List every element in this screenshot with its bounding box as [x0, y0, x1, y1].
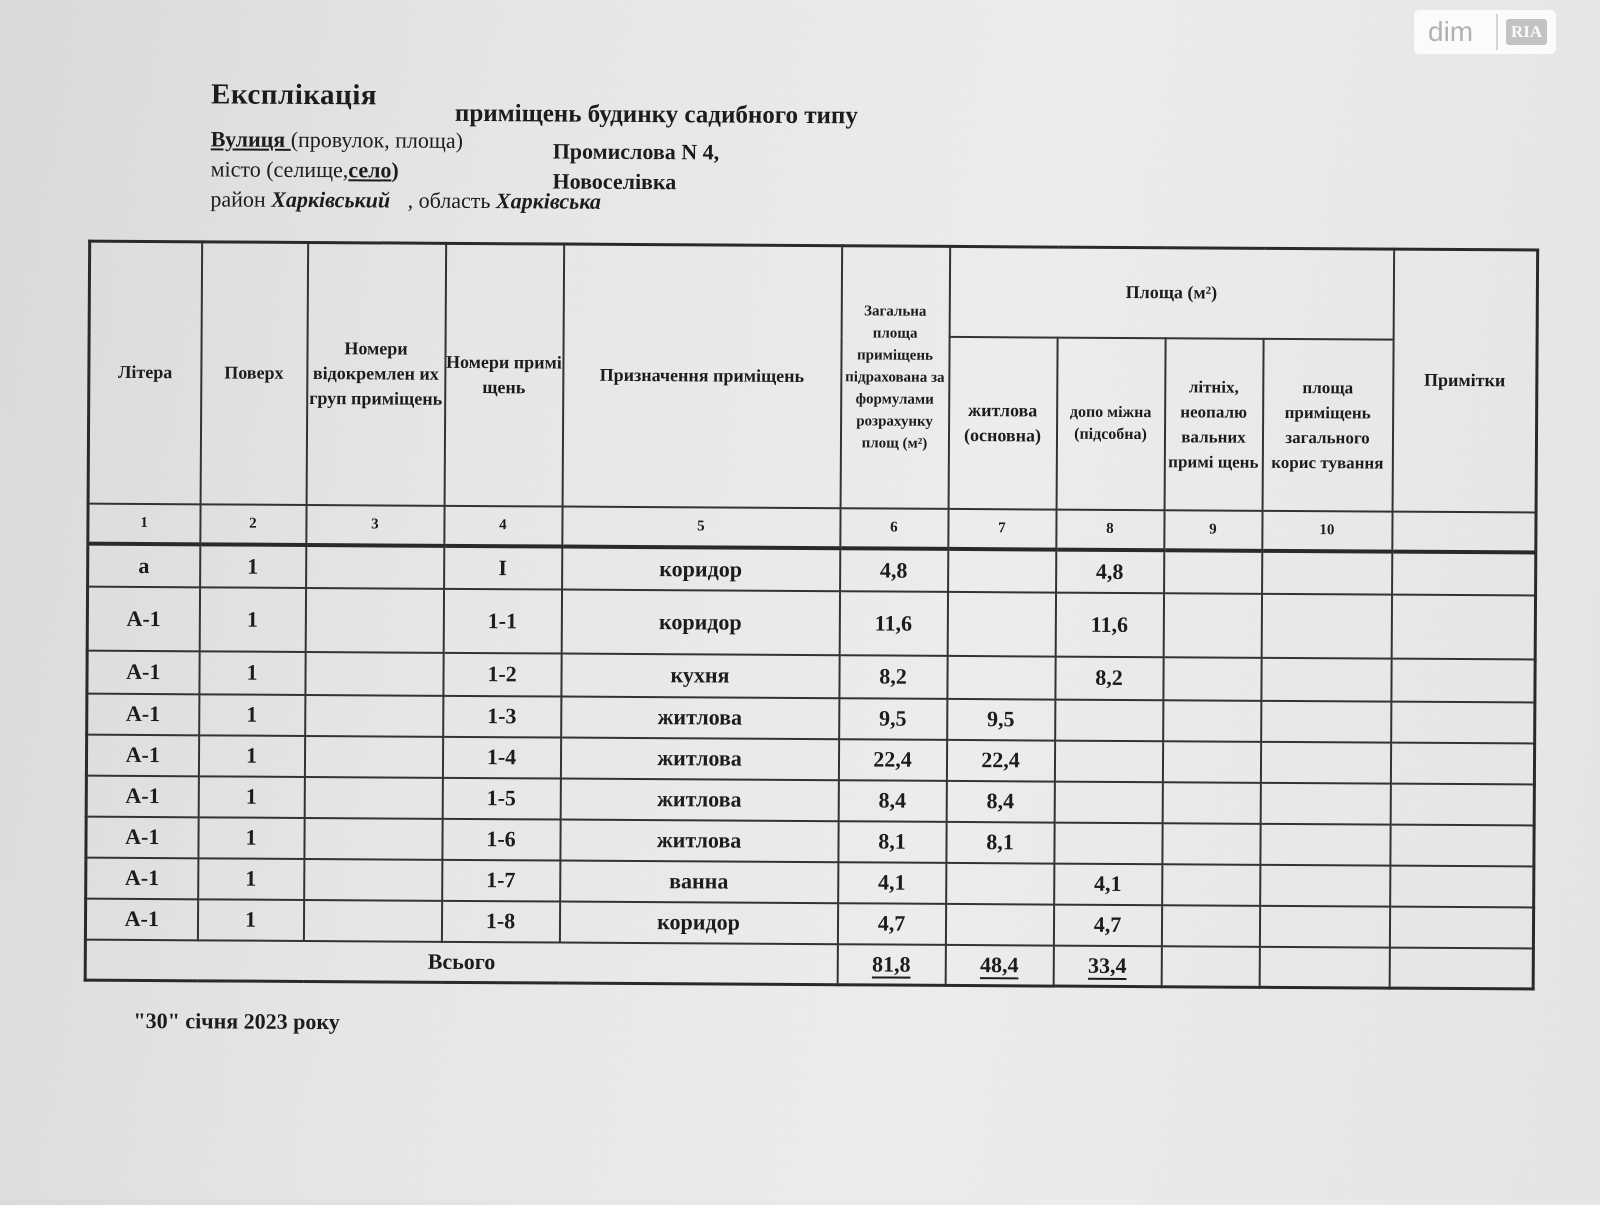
cell-group — [304, 818, 442, 860]
header-purpose: Призначення приміщень — [562, 244, 842, 508]
cell-aux — [1054, 822, 1162, 864]
header-notes: Примітки — [1392, 249, 1538, 512]
cell-total: 9,5 — [839, 698, 947, 740]
cell-aux — [1054, 781, 1162, 823]
column-number: 1 — [88, 503, 200, 545]
cell-floor: 1 — [198, 858, 304, 900]
cell-summer — [1161, 905, 1259, 947]
cell-total: 11,6 — [839, 592, 947, 656]
cell-living — [947, 656, 1055, 700]
cell-total: 22,4 — [838, 739, 946, 781]
header-auxiliary: допо міжна (підсобна) — [1056, 337, 1165, 510]
cell-common — [1261, 594, 1391, 658]
header-groups: Номери відокремлен их груп приміщень — [306, 242, 446, 505]
column-number: 8 — [1056, 509, 1164, 551]
header-common: площа приміщень загального корис тування — [1262, 338, 1393, 511]
city-line — [211, 156, 399, 183]
cell-room: 1-8 — [441, 900, 559, 942]
street-value: Промислова N 4, — [552, 138, 720, 165]
cell-purpose: коридор — [561, 590, 839, 655]
cell-aux: 4,8 — [1056, 550, 1164, 594]
cell-purpose: коридор — [559, 901, 837, 944]
column-number: 9 — [1164, 510, 1262, 552]
cell-common — [1260, 864, 1390, 906]
cell-living — [946, 863, 1054, 905]
cell-notes — [1390, 742, 1534, 784]
cell-floor: 1 — [198, 817, 304, 859]
cell-summer — [1162, 741, 1260, 783]
cell-notes — [1390, 824, 1534, 866]
cell-floor: 1 — [199, 651, 305, 695]
city-value: Новоселівка — [552, 168, 677, 195]
cell-litera: А-1 — [86, 857, 198, 899]
cell-notes — [1392, 552, 1536, 596]
column-number: 3 — [306, 504, 444, 546]
total-living-value — [945, 944, 1053, 986]
header-total-area: Загальна площа приміщень підрахована за формулами розрахунку площ (м²) — [840, 246, 950, 509]
total-notes-value — [1389, 947, 1533, 989]
cell-notes — [1391, 595, 1535, 659]
cell-aux — [1055, 699, 1163, 741]
header-area-group: Площа (м²) — [949, 246, 1394, 339]
cell-room: I — [444, 546, 562, 590]
cell-group — [305, 695, 443, 737]
cell-room: 1-2 — [443, 653, 561, 697]
cell-purpose: кухня — [561, 653, 839, 698]
total-living-sum: 48,4 — [979, 951, 1019, 978]
cell-summer — [1163, 657, 1261, 701]
cell-group — [305, 652, 443, 696]
document-title: Експлікація — [210, 78, 378, 112]
cell-total: 8,2 — [839, 655, 947, 699]
cell-floor: 1 — [199, 588, 305, 652]
header-living: житлова (основна) — [948, 336, 1057, 509]
cell-living — [948, 549, 1056, 593]
cell-aux: 11,6 — [1055, 593, 1163, 657]
cell-living: 9,5 — [947, 699, 1055, 741]
region-value: Харківська — [495, 188, 601, 214]
total-area-value — [837, 944, 945, 986]
watermark-dim-text: dim — [1428, 16, 1474, 47]
total-common-value — [1259, 946, 1389, 988]
document-header — [210, 78, 971, 233]
cell-room: 1-4 — [442, 737, 560, 779]
cell-purpose: житлова — [561, 696, 839, 739]
cell-common — [1261, 658, 1391, 702]
street-label: Вулиця — [210, 126, 291, 152]
column-number: 10 — [1262, 510, 1392, 552]
cell-purpose: ванна — [560, 860, 838, 903]
watermark-ria-logo: RIA — [1506, 19, 1547, 45]
cell-litera: А-1 — [87, 651, 199, 695]
cell-aux: 4,1 — [1054, 863, 1162, 905]
cell-notes — [1389, 906, 1533, 948]
total-aux-value — [1053, 945, 1161, 987]
cell-summer — [1164, 551, 1262, 595]
cell-group — [306, 545, 444, 589]
cell-aux: 8,2 — [1055, 656, 1163, 700]
cell-common — [1260, 783, 1390, 825]
cell-summer — [1162, 782, 1260, 824]
cell-summer — [1162, 864, 1260, 906]
cell-living: 8,1 — [946, 822, 1054, 864]
document-subtitle: приміщень будинку садибного типу — [454, 99, 858, 130]
cell-living — [945, 903, 1053, 945]
total-summer-value — [1161, 946, 1259, 988]
cell-litera: А-1 — [86, 734, 198, 776]
cell-floor: 1 — [198, 735, 304, 777]
header-rooms: Номери примі щень — [444, 243, 564, 506]
cell-living: 22,4 — [946, 740, 1054, 782]
cell-floor: 1 — [200, 545, 306, 589]
cell-total: 4,1 — [838, 862, 946, 904]
cell-litera: А-1 — [85, 898, 197, 940]
cell-room: 1-5 — [442, 778, 560, 820]
cell-litera: а — [88, 544, 200, 588]
cell-purpose: житлова — [560, 778, 838, 821]
cell-group — [304, 736, 442, 778]
cell-aux: 4,7 — [1053, 904, 1161, 946]
cell-summer — [1162, 823, 1260, 865]
cell-room: 1-6 — [442, 819, 560, 861]
explication-table — [84, 240, 1540, 991]
city-label-selected: село — [348, 157, 392, 183]
cell-purpose: житлова — [560, 737, 838, 780]
city-label: місто (селище, — [210, 156, 349, 183]
city-label-close: ) — [391, 157, 399, 183]
cell-common — [1260, 824, 1390, 866]
street-label-rest: (провулок, площа) — [290, 126, 464, 153]
cell-litera: А-1 — [86, 816, 198, 858]
header-litera: Літера — [88, 241, 202, 504]
cell-group — [304, 859, 442, 901]
cell-purpose: житлова — [560, 819, 838, 862]
column-number: 2 — [200, 504, 306, 546]
cell-total: 4,7 — [837, 903, 945, 945]
cell-summer — [1163, 700, 1261, 742]
cell-living — [947, 592, 1055, 656]
cell-group — [304, 777, 442, 819]
column-number: 7 — [948, 508, 1056, 550]
cell-aux — [1054, 740, 1162, 782]
header-summer: літніх, неопалю вальних примі щень — [1164, 338, 1263, 511]
cell-notes — [1390, 783, 1534, 825]
total-row — [85, 939, 1533, 989]
cell-floor: 1 — [197, 899, 303, 941]
cell-notes — [1391, 659, 1535, 703]
cell-notes — [1391, 701, 1535, 743]
column-number: 5 — [562, 506, 840, 549]
table-row — [87, 587, 1535, 659]
district-value: Харківський — [271, 186, 391, 213]
cell-floor: 1 — [198, 776, 304, 818]
cell-room: 1-7 — [442, 859, 560, 901]
column-number — [1392, 511, 1536, 553]
region-label: , область — [407, 187, 491, 214]
cell-common — [1261, 701, 1391, 743]
cell-group — [303, 900, 441, 942]
column-number: 4 — [444, 505, 562, 547]
cell-common — [1259, 905, 1389, 947]
cell-notes — [1390, 865, 1534, 907]
document-date: "30" січня 2023 року — [133, 1007, 340, 1035]
cell-room: 1-3 — [443, 696, 561, 738]
district-line — [210, 186, 601, 214]
total-area-sum: 81,8 — [871, 951, 911, 977]
cell-common — [1262, 551, 1392, 595]
cell-total: 4,8 — [840, 549, 948, 593]
cell-common — [1260, 742, 1390, 784]
cell-living: 8,4 — [946, 781, 1054, 823]
total-label: Всього — [85, 939, 837, 985]
cell-total: 8,4 — [838, 780, 946, 822]
total-aux-sum: 33,4 — [1087, 952, 1127, 978]
cell-litera: А-1 — [87, 694, 199, 736]
cell-purpose: коридор — [562, 547, 840, 592]
cell-total: 8,1 — [838, 821, 946, 863]
cell-floor: 1 — [199, 694, 305, 736]
header-floor: Поверх — [200, 242, 308, 505]
cell-room: 1-1 — [443, 589, 561, 653]
cell-summer — [1163, 594, 1261, 658]
cell-group — [305, 588, 443, 652]
district-label: район — [210, 186, 266, 212]
cell-litera: А-1 — [86, 775, 198, 817]
column-number: 6 — [840, 508, 948, 550]
cell-litera: А-1 — [87, 587, 199, 651]
street-line — [211, 126, 463, 154]
